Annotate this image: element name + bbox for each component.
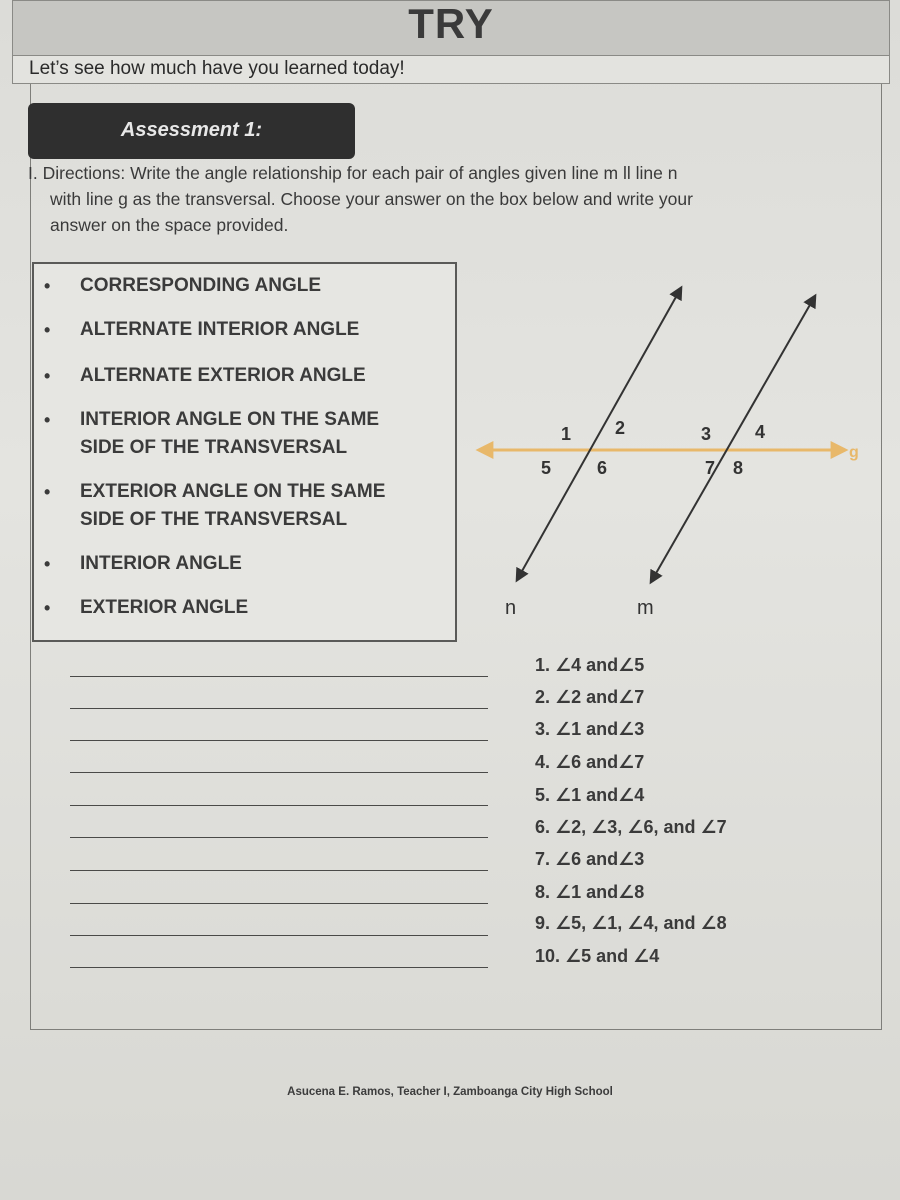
directions-line-2: with line g as the transversal. Choose your answer on the box below and write your <box>50 189 693 209</box>
choice-label: INTERIOR ANGLE <box>80 553 242 574</box>
parallel-lines-diagram <box>465 270 885 630</box>
header-band <box>12 0 890 56</box>
answer-blank-9[interactable] <box>70 935 488 936</box>
question-item: 9. ∠5, ∠1, ∠4, and ∠8 <box>535 913 727 933</box>
angle-label-3: 3 <box>701 424 712 444</box>
assessment-badge <box>28 103 355 159</box>
angle-label-6: 6 <box>597 458 608 478</box>
angle-label-4: 4 <box>755 422 766 442</box>
bullet-icon: • <box>44 482 51 502</box>
angle-label-5: 5 <box>541 458 552 478</box>
subtitle-bar <box>12 56 890 84</box>
subtitle: Let’s see how much have you learned today! <box>29 58 405 79</box>
question-item: 7. ∠6 and∠3 <box>535 849 645 869</box>
line-m <box>651 296 815 582</box>
angle-label-1: 1 <box>561 424 572 444</box>
question-item: 8. ∠1 and∠8 <box>535 882 645 902</box>
question-item: 5. ∠1 and∠4 <box>535 785 645 805</box>
answer-blank-4[interactable] <box>70 772 488 773</box>
answer-blank-5[interactable] <box>70 805 488 806</box>
bullet-icon: • <box>44 554 51 574</box>
question-item: 6. ∠2, ∠3, ∠6, and ∠7 <box>535 817 727 837</box>
page-title: TRY <box>408 0 494 47</box>
transversal-label: g <box>849 444 859 461</box>
question-item: 10. ∠5 and ∠4 <box>535 946 660 966</box>
question-item: 1. ∠4 and∠5 <box>535 655 645 675</box>
question-item: 2. ∠2 and∠7 <box>535 687 645 707</box>
answer-blank-3[interactable] <box>70 740 488 741</box>
choice-label: SIDE OF THE TRANSVERSAL <box>80 509 348 530</box>
bullet-icon: • <box>44 320 51 340</box>
choice-label: EXTERIOR ANGLE ON THE SAME <box>80 481 386 502</box>
answer-blank-2[interactable] <box>70 708 488 709</box>
directions <box>28 160 888 238</box>
answer-blank-10[interactable] <box>70 967 488 968</box>
choice-label: INTERIOR ANGLE ON THE SAME <box>80 409 380 430</box>
bullet-icon: • <box>44 410 51 430</box>
directions-line-3: answer on the space provided. <box>50 215 289 235</box>
bullet-icon: • <box>44 598 51 618</box>
angle-label-7: 7 <box>705 458 716 478</box>
angle-label-2: 2 <box>615 418 626 438</box>
choice-label: SIDE OF THE TRANSVERSAL <box>80 437 348 458</box>
answer-blank-8[interactable] <box>70 903 488 904</box>
choice-label: EXTERIOR ANGLE <box>80 597 249 618</box>
question-item: 4. ∠6 and∠7 <box>535 752 645 772</box>
answer-blank-1[interactable] <box>70 676 488 677</box>
bullet-icon: • <box>44 366 51 386</box>
choice-label: ALTERNATE INTERIOR ANGLE <box>80 319 360 340</box>
bullet-icon: • <box>44 276 51 296</box>
answer-choices-box <box>32 262 457 642</box>
question-item: 3. ∠1 and∠3 <box>535 719 645 739</box>
assessment-label: Assessment 1: <box>120 119 263 141</box>
choice-label: CORRESPONDING ANGLE <box>80 275 322 296</box>
directions-line-1: I. Directions: Write the angle relationship for each pair of angles given line m ll line n <box>28 163 678 183</box>
answer-blank-6[interactable] <box>70 837 488 838</box>
angle-label-8: 8 <box>733 458 744 478</box>
line-n-label: n <box>505 597 517 619</box>
line-m-label: m <box>637 597 654 619</box>
choice-label: ALTERNATE EXTERIOR ANGLE <box>80 365 366 386</box>
answer-blank-7[interactable] <box>70 870 488 871</box>
line-n <box>517 288 681 580</box>
footer-credit: Asucena E. Ramos, Teacher I, Zamboanga City High School <box>287 1086 613 1098</box>
